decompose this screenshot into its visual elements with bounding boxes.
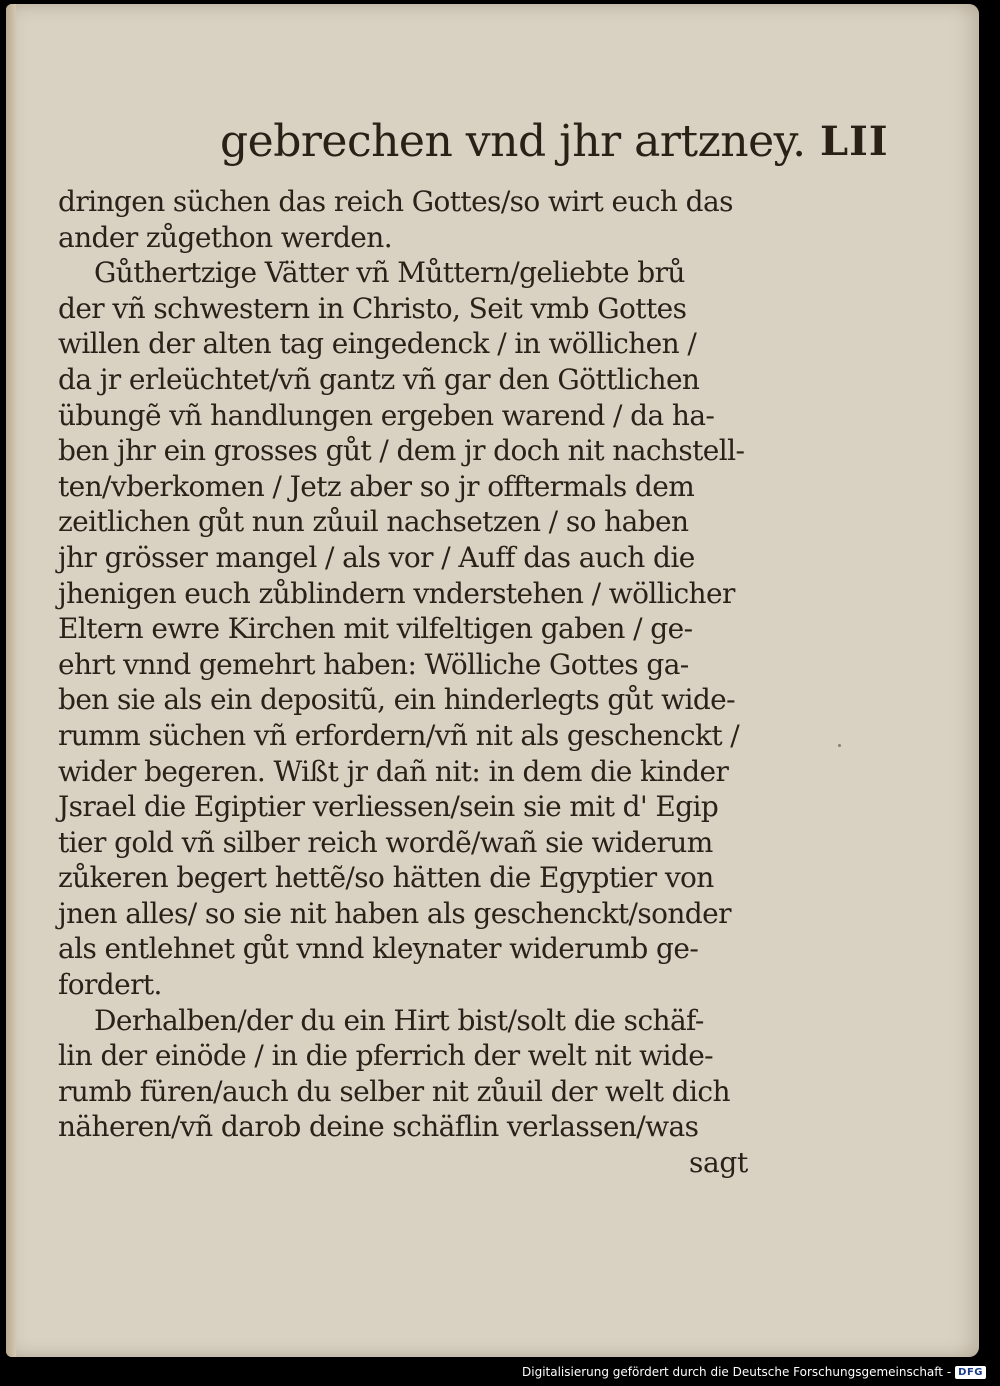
text-line: fordert. [58, 968, 162, 1002]
digitization-footer [522, 1365, 986, 1379]
paper-speck [838, 744, 841, 747]
running-title: gebrechen vnd jhr artzney. [220, 116, 806, 167]
text-line: dringen süchen das reich Gottes/so wirt euch das [58, 185, 733, 218]
funding-note: Digitalisierung gefördert durch die Deutsche Forschungsgemeinschaft - [522, 1365, 952, 1379]
text-line: Eltern ewre Kirchen mit vilfeltigen gaben / ge- [58, 612, 693, 646]
text-line: jhenigen euch zůblindern vnderstehen / wöllicher [58, 576, 735, 610]
folio-number: LII [820, 118, 889, 165]
body-text [58, 184, 758, 1181]
text-line: ten/vberkomen / Jetz aber so jr offtermals dem [58, 469, 695, 503]
page-header [220, 116, 920, 176]
text-line: als entlehnet gůt vnnd kleynater widerumb ge- [58, 932, 699, 966]
book-page [6, 4, 979, 1357]
text-line: Gůthertzige Vätter vñ Můttern/geliebte brů [94, 256, 685, 290]
text-line: da jr erleüchtet/vñ gantz vñ gar den Göttlichen [58, 362, 700, 396]
text-line: wider begeren. Wißt jr dañ nit: in dem die kinder [58, 754, 729, 788]
text-line: rumb füren/auch du selber nit zůuil der welt dich [58, 1074, 730, 1108]
text-line: zeitlichen gůt nun zůuil nachsetzen / so haben [58, 505, 689, 539]
text-line: näheren/vñ darob deine schäflin verlassen/was [58, 1110, 699, 1144]
text-line: ben sie als ein depositũ, ein hinderlegts gůt wide- [58, 683, 736, 717]
text-line: der vñ schwestern in Christo, Seit vmb Gottes [58, 291, 687, 325]
text-line: rumm süchen vñ erfordern/vñ nit als geschenckt / [58, 718, 740, 752]
dfg-logo-icon: DFG [955, 1366, 986, 1379]
text-line: willen der alten tag eingedenck / in wöllichen / [58, 327, 697, 361]
catchword: sagt [688, 1146, 748, 1180]
text-line: zůkeren begert hettẽ/so hätten die Egyptier von [58, 861, 714, 895]
text-line: ehrt vnnd gemehrt haben: Wölliche Gottes ga- [58, 647, 689, 681]
text-line: tier gold vñ silber reich wordẽ/wañ sie widerum [58, 825, 713, 859]
text-line: ander zůgethon werden. [58, 220, 393, 254]
text-line: jnen alles/ so sie nit haben als geschenckt/sonder [58, 896, 731, 930]
text-line: lin der einöde / in die pferrich der welt nit wide- [58, 1039, 714, 1073]
text-line: ben jhr ein grosses gůt / dem jr doch nit nachstell- [58, 434, 745, 468]
text-line: übungẽ vñ handlungen ergeben warend / da ha- [58, 398, 715, 432]
text-line: jhr grösser mangel / als vor / Auff das auch die [58, 540, 695, 574]
text-line: Derhalben/der du ein Hirt bist/solt die schäf- [94, 1003, 704, 1037]
text-line: Jsrael die Egiptier verliessen/sein sie mit d' Egip [58, 790, 719, 824]
page-gutter-edge [6, 4, 16, 1357]
